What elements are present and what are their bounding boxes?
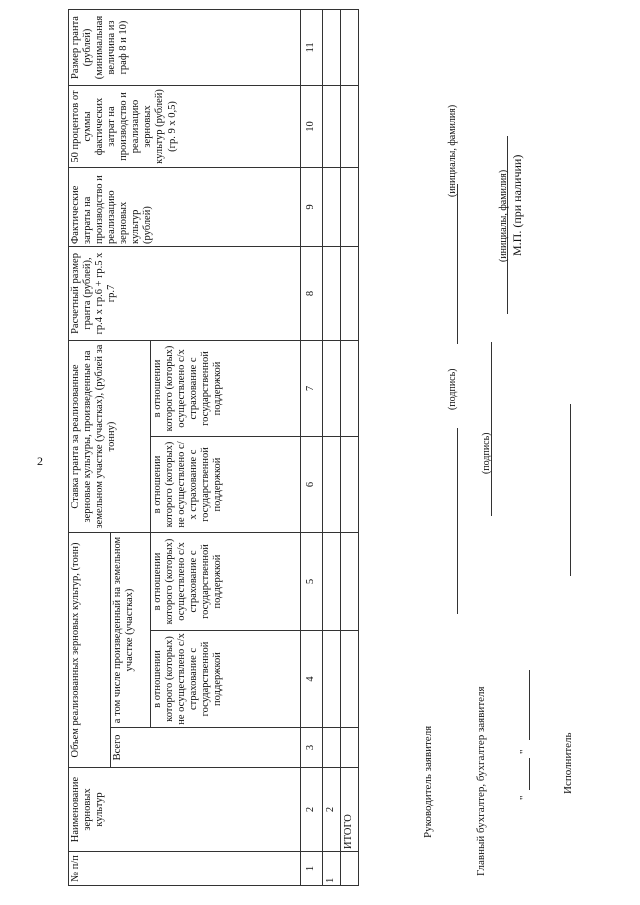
column-number: 8 (301, 246, 323, 340)
data-cell[interactable] (341, 85, 359, 167)
data-cell[interactable] (341, 437, 359, 533)
data-cell[interactable] (323, 631, 341, 728)
header-volume-group: Объем реализованных зерновых культур, (тонн) (69, 533, 111, 768)
data-cell[interactable] (323, 533, 341, 631)
data-cell[interactable] (341, 9, 359, 85)
column-number-row (301, 9, 323, 885)
data-cell[interactable] (323, 246, 341, 340)
table-row (323, 9, 341, 885)
header-rate-insured: в отношении которого (которых) осуществлено с/х страхование с государственной поддержкой (151, 340, 301, 436)
signature-caption: (подпись) (481, 432, 492, 474)
stamp-placeholder: М.П. (при наличии) (510, 154, 524, 256)
page-number: 2 (37, 454, 43, 468)
header-calculated-grant: Расчетный размер гранта (рублей), гр.4 х гр.6 + гр.5 х гр.7 (69, 246, 301, 340)
head-initials-line[interactable] (457, 184, 458, 344)
column-number: 4 (301, 631, 323, 728)
column-number: 7 (301, 340, 323, 436)
header-grant-size: Размер гранта (рублей) (минимальная величина из граф 8 и 10) (69, 9, 301, 85)
chief-accountant-label: Главный бухгалтер, бухгалтер заявителя (475, 686, 487, 876)
header-fifty-percent: 50 процентов от суммы фактических затрат на производство и реализацию зерновых культур (рублей) (гр. 9 х 0,5) (69, 85, 301, 167)
column-number: 6 (301, 437, 323, 533)
head-label: Руководитель заявителя (422, 725, 434, 838)
header-volume-not-insured: в отношении которого (которых) не осуществлено с/х страхование с государственной поддержкой (151, 631, 301, 728)
header-rate-not-insured: в отношении которого (которых) не осуществлено с/х страхование с государственной поддержкой (151, 437, 301, 533)
rotated-form-sheet (2, 4, 634, 904)
column-number: 1 (301, 852, 323, 886)
header-total: Всего (111, 728, 301, 768)
date-month-line[interactable] (529, 670, 530, 740)
crop-name-cell: 2 (323, 768, 341, 852)
data-cell[interactable] (341, 631, 359, 728)
row-number-cell (341, 852, 359, 886)
column-number: 11 (301, 9, 323, 85)
row-number-cell: 1 (323, 852, 341, 886)
table-row-total (341, 9, 359, 885)
header-volume-insured: в отношении которого (которых) осуществлено с/х страхование с государственной поддержкой (151, 533, 301, 631)
signature-caption: (подпись) (447, 368, 458, 410)
date-quote-close: " (518, 749, 530, 754)
data-cell[interactable] (341, 340, 359, 436)
column-number: 3 (301, 728, 323, 768)
data-cell[interactable] (341, 167, 359, 246)
header-produced-on-plot: а том числе произведенный на земельном участке (участках) (111, 533, 151, 728)
data-cell[interactable] (323, 437, 341, 533)
grant-calculation-table (68, 9, 359, 886)
column-number: 5 (301, 533, 323, 631)
data-cell[interactable] (323, 340, 341, 436)
date-day-line[interactable] (529, 758, 530, 790)
data-cell[interactable] (323, 728, 341, 768)
column-number: 9 (301, 167, 323, 246)
header-crop-name: Наименование зерновых культур (69, 768, 301, 852)
date-quote-open: " (518, 795, 530, 800)
data-cell[interactable] (323, 9, 341, 85)
data-cell[interactable] (323, 167, 341, 246)
column-number: 2 (301, 768, 323, 852)
executor-line[interactable] (570, 404, 571, 576)
header-row-number: № п/п (69, 852, 301, 886)
accountant-signature-line[interactable] (491, 342, 492, 516)
data-cell[interactable] (341, 246, 359, 340)
initials-caption: (инициалы, фамилия) (498, 169, 509, 262)
head-signature-line[interactable] (457, 428, 458, 614)
data-cell[interactable] (341, 533, 359, 631)
data-cell[interactable] (323, 85, 341, 167)
initials-caption: (инициалы, фамилия) (447, 104, 458, 197)
data-cell[interactable] (341, 728, 359, 768)
total-label-cell: ИТОГО (341, 768, 359, 852)
column-number: 10 (301, 85, 323, 167)
header-rate-group: Ставка гранта за реализованные зерновые культуры, произведенные на земельном участке (участках), (рублей за тонну) (69, 340, 151, 532)
header-actual-costs: Фактические затраты на производство и реализацию зерновых культур (рублей) (69, 167, 301, 246)
executor-label: Исполнитель (562, 732, 574, 794)
